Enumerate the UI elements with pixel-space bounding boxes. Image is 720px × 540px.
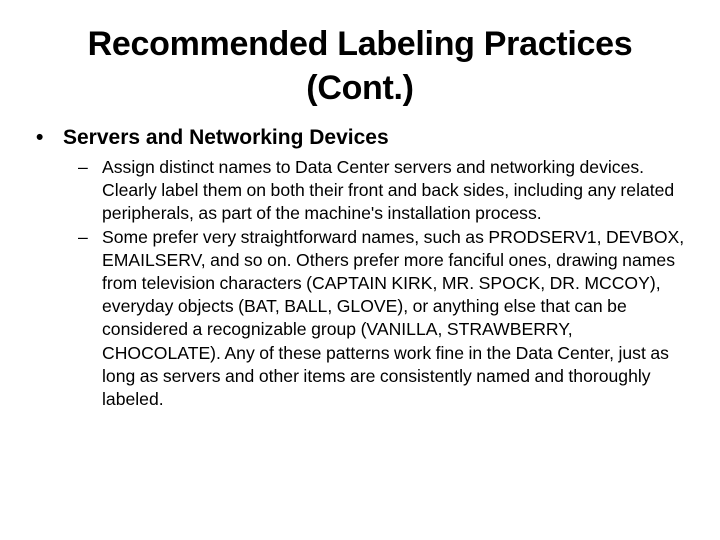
bullet-label: Servers and Networking Devices [63, 126, 389, 149]
bullet-item [36, 124, 686, 152]
sub-bullet-text: Assign distinct names to Data Center servers and networking devices. Clearly label them on both their front and back sides, including any related peripherals, as part of the machine's installation process. [102, 157, 675, 224]
slide-title [40, 22, 680, 110]
sub-bullet-list [78, 156, 686, 411]
slide-title-line-2: (Cont.) [306, 69, 414, 107]
slide-body [36, 124, 686, 411]
slide-title-line-1: Recommended Labeling Practices [87, 25, 633, 63]
sub-bullet-item [78, 156, 686, 226]
sub-bullet-item [78, 226, 686, 412]
sub-bullet-text: Some prefer very straightforward names, such as PRODSERV1, DEVBOX, EMAILSERV, and so on. Others prefer more fanciful ones, drawing names from television characters (CAPTAIN KIRK, MR. SPOCK, DR. MCCOY), everyday objects (BAT, BALL, GLOVE), or anything else that can be considered a recognizable group (VANILLA, STRAWBERRY, CHOCOLATE). Any of these patterns work fine in the Data Center, just as long as servers and other items are consistently named and thoroughly labeled. [102, 226, 685, 410]
sub-bullet-marker: – [78, 226, 88, 247]
sub-bullet-marker: – [78, 157, 88, 177]
bullet-marker: • [36, 126, 44, 149]
